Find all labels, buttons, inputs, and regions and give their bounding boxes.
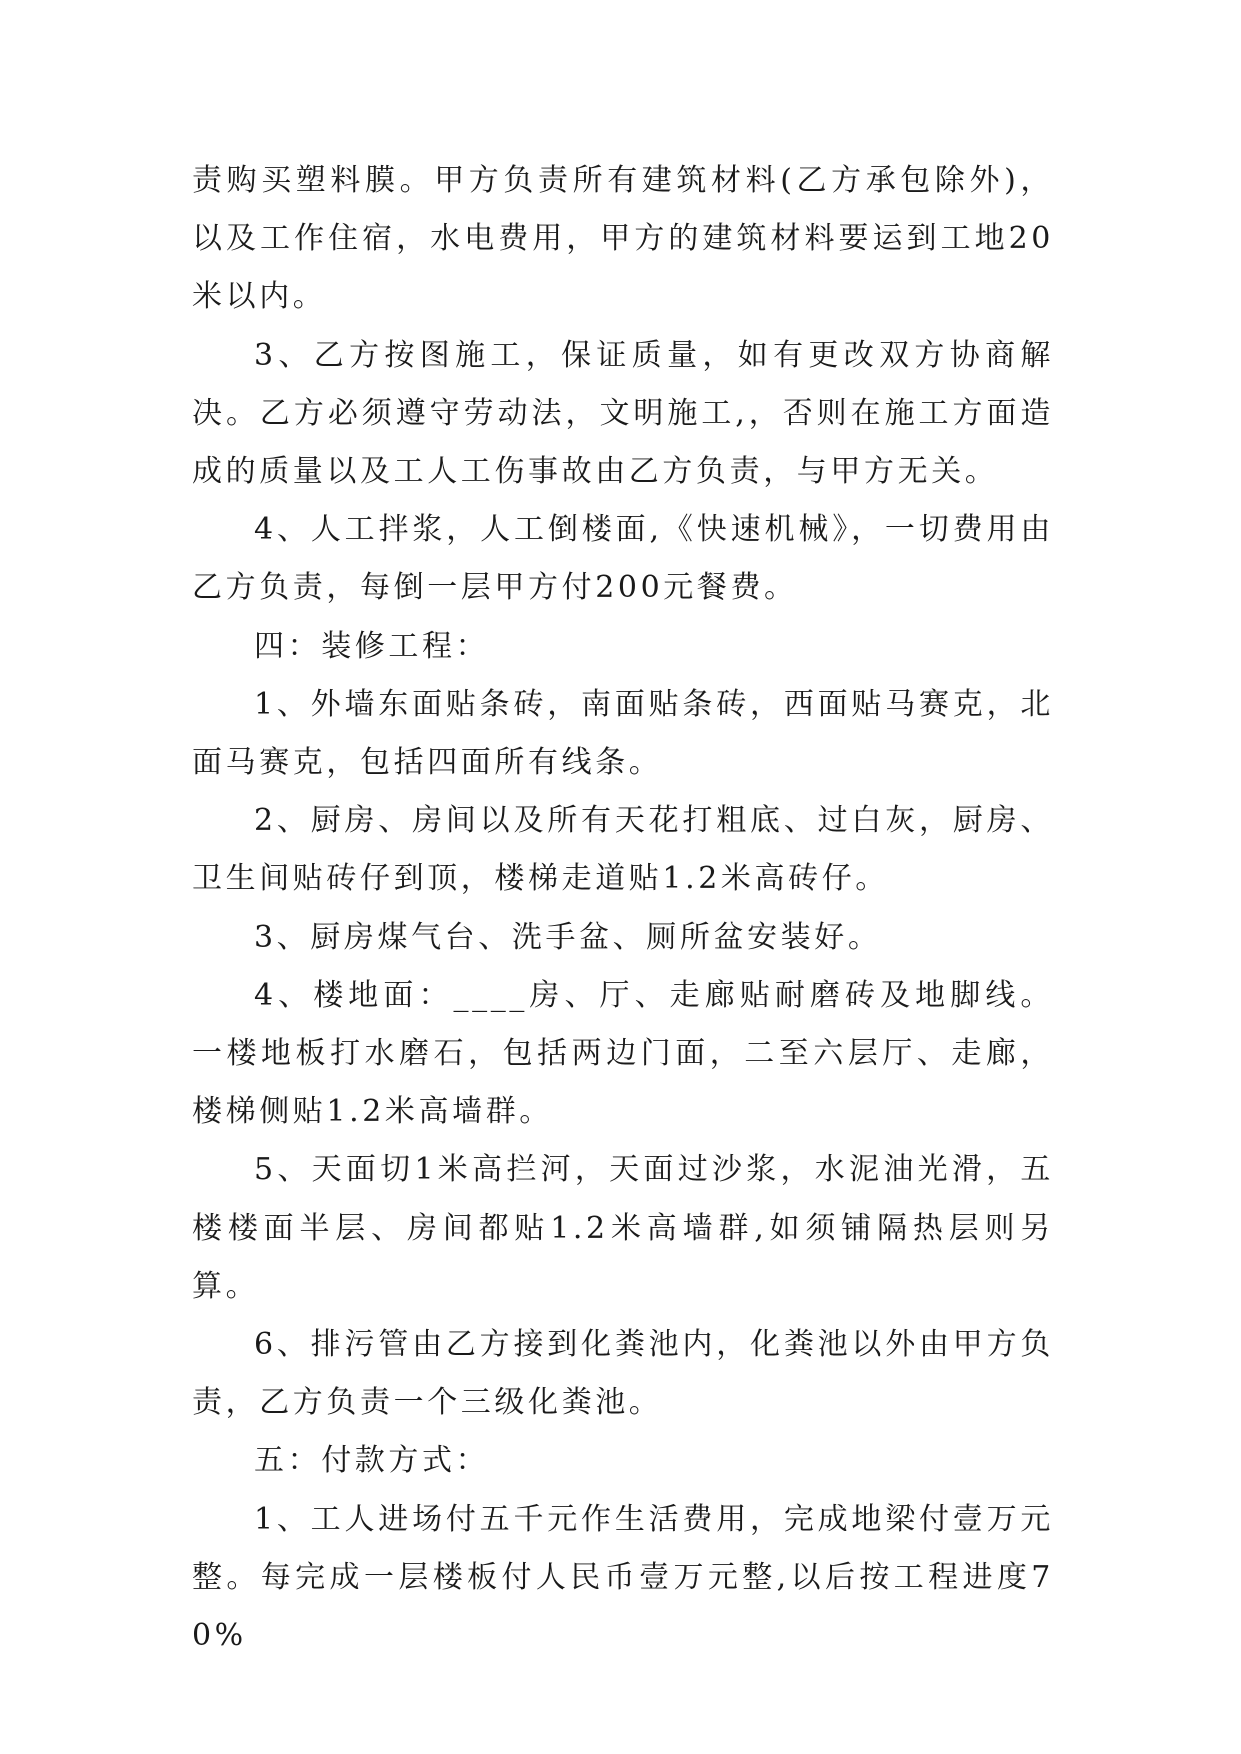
paragraph-construction-quality: 3、乙方按图施工，保证质量，如有更改双方协商解决。乙方必须遵守劳动法，文明施工,，否则在施工方面造成的质量以及工人工伤事故由乙方负责，与甲方无关。 [192,337,1054,490]
paragraph-kitchen-rooms: 2、厨房、房间以及所有天花打粗底、过白灰，厨房、卫生间贴砖仔到顶，楼梯走道贴1.2米高砖仔。 [192,803,1054,897]
paragraph-floors: 4、楼地面：____房、厅、走廊贴耐磨砖及地脚线。一楼地板打水磨石，包括两边门面，二至六层厅、走廊，楼梯侧贴1.2米高墙群。 [192,977,1054,1130]
paragraph-mixing-pouring: 4、人工拌浆，人工倒楼面,《快速机械》，一切费用由乙方负责，每倒一层甲方付200元餐费。 [192,512,1054,606]
document-page [192,152,1054,1665]
paragraph-materials-continued: 责购买塑料膜。甲方负责所有建筑材料(乙方承包除外)，以及工作住宿，水电费用，甲方的建筑材料要运到工地20米以内。 [192,163,1054,315]
paragraph-roof: 5、天面切1米高拦河，天面过沙浆，水泥油光滑，五楼楼面半层、房间都贴1.2米高墙群,如须铺隔热层则另算。 [192,1152,1054,1304]
section-heading-payment: 五：付款方式： [254,1443,490,1479]
paragraph-payment-schedule: 1、工人进场付五千元作生活费用，完成地梁付壹万元整。每完成一层楼板付人民币壹万元整,以后按工程进度70% [192,1501,1054,1654]
paragraph-sewage: 6、排污管由乙方接到化粪池内，化粪池以外由甲方负责，乙方负责一个三级化粪池。 [192,1327,1054,1421]
section-heading-decoration: 四：装修工程： [254,628,490,664]
paragraph-fixtures: 3、厨房煤气台、洗手盆、厕所盆安装好。 [254,919,882,955]
paragraph-exterior-tiles: 1、外墙东面贴条砖，南面贴条砖，西面贴马赛克，北面马赛克，包括四面所有线条。 [192,686,1054,781]
